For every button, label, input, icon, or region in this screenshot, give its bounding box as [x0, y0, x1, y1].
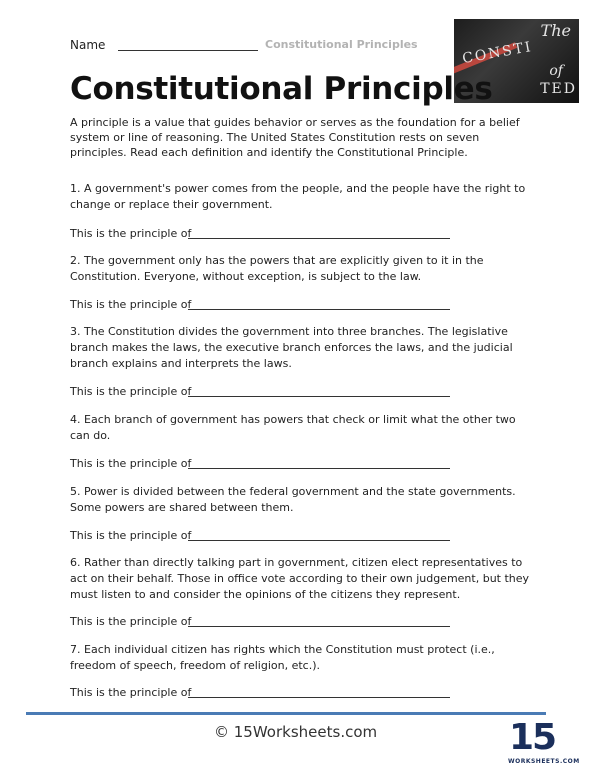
- question-5-number: 5.: [70, 485, 81, 498]
- cover-word-3: of: [549, 63, 563, 79]
- answer-7-line[interactable]: [188, 697, 450, 698]
- question-7-number: 7.: [70, 643, 81, 656]
- worksheets-logo: [508, 717, 580, 770]
- question-4-text: Each branch of government has powers that check or limit what the other two can do.: [70, 413, 516, 442]
- question-7: [70, 642, 535, 674]
- question-2-text: The government only has the powers that are explicitly given to it in the Constitution. Everyone, without exception, is subject to the law.: [70, 254, 484, 283]
- answer-2-line[interactable]: [188, 309, 450, 310]
- logo-number: 15: [508, 717, 556, 758]
- question-3-number: 3.: [70, 325, 81, 338]
- answer-3[interactable]: [70, 385, 460, 399]
- cover-word-4: TED: [540, 81, 577, 97]
- answer-1-line[interactable]: [188, 238, 450, 239]
- question-6-number: 6.: [70, 556, 81, 569]
- intro-paragraph: A principle is a value that guides behavior or serves as the foundation for a belief system or line of reasoning. The United States Constitution rests on seven principles. Read each definition and identify the Constitutional Principle.: [70, 116, 520, 159]
- question-2-number: 2.: [70, 254, 81, 267]
- question-1-number: 1.: [70, 182, 81, 195]
- cover-word-2: CONSTI: [461, 38, 534, 68]
- question-3: [70, 324, 535, 372]
- question-4: [70, 412, 535, 444]
- answer-6-prompt: This is the principle of: [70, 615, 192, 628]
- question-4-number: 4.: [70, 413, 81, 426]
- answer-5[interactable]: [70, 529, 460, 543]
- question-6-text: Rather than directly talking part in government, citizen elect representatives to act on their behalf. Those in office vote according to their own judgement, but they must listen to and consider the opinions of the citizens they represent.: [70, 556, 530, 601]
- page-title: Constitutional Principles: [70, 71, 493, 107]
- question-5-text: Power is divided between the federal government and the state governments. Some powers are shared between them.: [70, 485, 516, 514]
- answer-4[interactable]: [70, 457, 460, 471]
- answer-5-line[interactable]: [188, 540, 450, 541]
- answer-2[interactable]: [70, 298, 460, 312]
- answer-4-prompt: This is the principle of: [70, 457, 192, 470]
- answer-3-line[interactable]: [188, 396, 450, 397]
- answer-4-line[interactable]: [188, 468, 450, 469]
- question-6: [70, 555, 535, 603]
- question-2: [70, 253, 535, 285]
- cover-word-1: The: [540, 21, 571, 40]
- answer-7-prompt: This is the principle of: [70, 686, 192, 699]
- footer-divider: [26, 712, 546, 715]
- name-label: Name: [70, 38, 106, 52]
- answer-1[interactable]: [70, 227, 460, 241]
- question-7-text: Each individual citizen has rights which the Constitution must protect (i.e., freedom of speech, freedom of religion, etc.).: [70, 643, 495, 672]
- answer-2-prompt: This is the principle of: [70, 298, 192, 311]
- question-3-text: The Constitution divides the government into three branches. The legislative branch makes the laws, the executive branch enforces the laws, and the judicial branch explains and interprets the laws.: [70, 325, 513, 370]
- answer-1-prompt: This is the principle of: [70, 227, 192, 240]
- answer-6[interactable]: [70, 615, 460, 629]
- answer-6-line[interactable]: [188, 626, 450, 627]
- question-1-text: A government's power comes from the people, and the people have the right to change or replace their government.: [70, 182, 526, 211]
- question-1: [70, 181, 535, 213]
- answer-7[interactable]: [70, 686, 460, 700]
- header-subject: Constitutional Principles: [265, 38, 418, 51]
- question-5: [70, 484, 535, 516]
- name-blank-line: [118, 50, 258, 51]
- logo-text: WORKSHEETS.COM: [508, 758, 580, 765]
- answer-3-prompt: This is the principle of: [70, 385, 192, 398]
- footer-copyright: © 15Worksheets.com: [214, 723, 378, 741]
- answer-5-prompt: This is the principle of: [70, 529, 192, 542]
